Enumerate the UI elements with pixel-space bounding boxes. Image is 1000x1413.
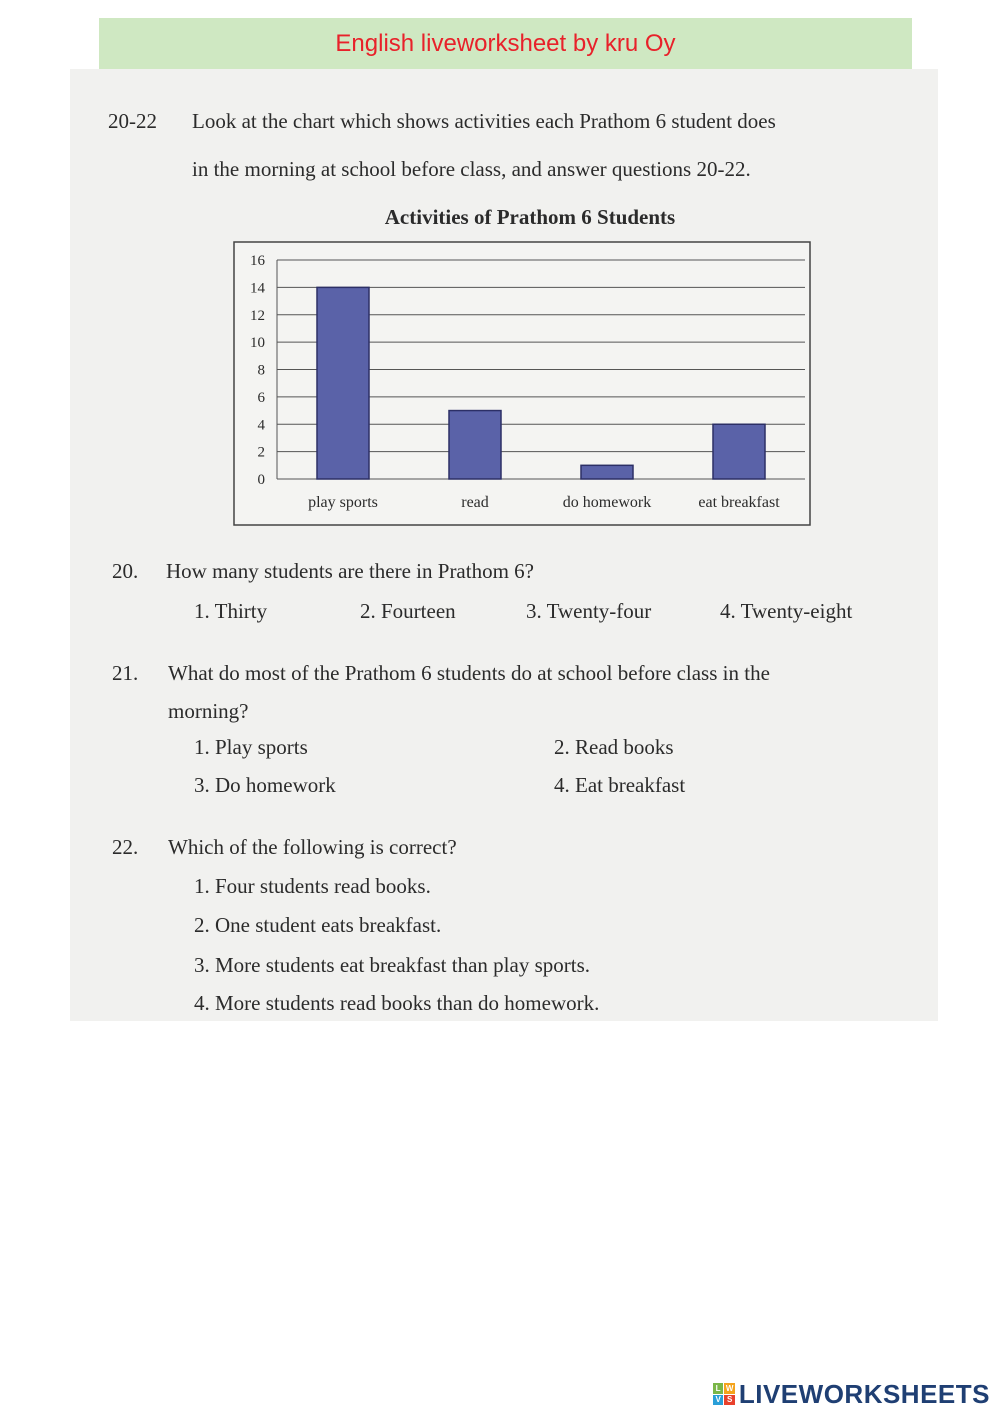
question-number: 21. xyxy=(112,661,139,685)
q22-option-4[interactable]: 4. More students read books than do homework. xyxy=(194,991,600,1015)
x-tick-label: eat breakfast xyxy=(698,494,780,511)
intro-line-1: Look at the chart which shows activities each Prathom 6 student does xyxy=(192,109,776,133)
worksheet-banner xyxy=(99,18,912,69)
logo-mark-cell: W xyxy=(725,1383,734,1393)
intro-number: 20-22 xyxy=(108,109,157,133)
scanned-worksheet xyxy=(70,69,938,1021)
question-text: How many students are there in Prathom 6? xyxy=(166,559,534,583)
logo-mark-cell: V xyxy=(713,1395,724,1406)
question-text-line-1: What do most of the Prathom 6 students do at school before class in the xyxy=(168,661,770,685)
y-tick-label: 8 xyxy=(257,362,265,379)
y-tick-label: 2 xyxy=(257,444,265,461)
y-tick-label: 12 xyxy=(250,307,265,324)
liveworksheets-logo xyxy=(713,1379,990,1409)
logo-mark-cell: S xyxy=(724,1395,735,1406)
bar-chart xyxy=(233,241,811,526)
y-tick-label: 10 xyxy=(250,335,265,352)
q20-option-4[interactable]: 4. Twenty-eight xyxy=(720,599,853,623)
x-tick-label: do homework xyxy=(562,494,652,511)
banner-title: English liveworksheet by kru Oy xyxy=(335,29,676,57)
x-tick-label: play sports xyxy=(308,494,378,511)
q22-option-3[interactable]: 3. More students eat breakfast than play sports. xyxy=(194,953,590,977)
bar xyxy=(713,424,765,479)
bar xyxy=(317,287,369,479)
liveworksheets-brand: LIVEWORKSHEETS xyxy=(738,1378,990,1409)
q21-option-4[interactable]: 4. Eat breakfast xyxy=(554,773,686,797)
question-text: Which of the following is correct? xyxy=(168,835,457,859)
x-tick-label: read xyxy=(461,494,489,511)
q21-option-3[interactable]: 3. Do homework xyxy=(194,773,336,797)
chart-title: Activities of Prathom 6 Students xyxy=(384,205,676,229)
q20-option-1[interactable]: 1. Thirty xyxy=(194,599,268,623)
y-tick-label: 4 xyxy=(257,417,265,434)
q22-option-1[interactable]: 1. Four students read books. xyxy=(194,874,431,898)
question-number: 22. xyxy=(112,835,139,859)
logo-mark-cell: L xyxy=(713,1383,724,1394)
q21-option-1[interactable]: 1. Play sports xyxy=(194,735,308,759)
intro-line-2: in the morning at school before class, and answer questions 20-22. xyxy=(192,157,751,181)
bar xyxy=(449,411,501,479)
q22-option-2[interactable]: 2. One student eats breakfast. xyxy=(194,913,442,937)
y-tick-label: 16 xyxy=(250,253,265,269)
question-number: 20. xyxy=(112,559,139,583)
question-text-line-2: morning? xyxy=(168,699,249,723)
liveworksheets-logo-icon xyxy=(713,1383,735,1405)
y-tick-label: 6 xyxy=(257,389,265,406)
bar xyxy=(581,465,633,479)
q20-option-2[interactable]: 2. Fourteen xyxy=(360,599,456,623)
y-tick-label: 14 xyxy=(250,280,265,297)
q20-option-3[interactable]: 3. Twenty-four xyxy=(526,599,652,623)
y-tick-label: 0 xyxy=(257,472,265,488)
q21-option-2[interactable]: 2. Read books xyxy=(554,735,674,759)
